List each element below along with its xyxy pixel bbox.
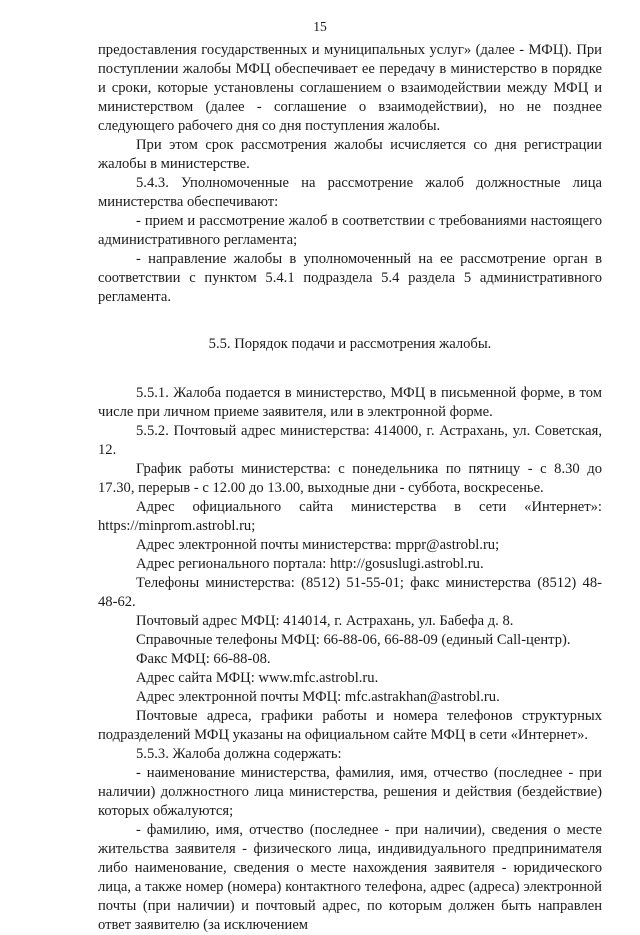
paragraph: При этом срок рассмотрения жалобы исчисляется со дня регистрации жалобы в министерстве. (98, 137, 602, 172)
paragraph: 5.5.2. Почтовый адрес министерства: 414000, г. Астрахань, ул. Советская, 12. (98, 423, 602, 458)
paragraph: Почтовый адрес МФЦ: 414014, г. Астрахань, ул. Бабефа д. 8. (136, 613, 514, 629)
paragraph: Адрес электронной почты МФЦ: mfc.astrakhan@astrobl.ru. (136, 689, 500, 705)
paragraph: 5.5.3. Жалоба должна содержать: (136, 746, 342, 762)
page-number: 15 (313, 19, 327, 34)
list-item: - наименование министерства, фамилия, имя, отчество (последнее - при наличии) должностного лица министерства, решения и действия (бездействие) которых обжалуются; (98, 765, 602, 819)
paragraph: Справочные телефоны МФЦ: 66-88-06, 66-88-09 (единый Call-центр). (136, 632, 571, 648)
paragraph: 5.5.1. Жалоба подается в министерство, МФЦ в письменной форме, в том числе при личном приеме заявителя, или в электронной форме. (98, 385, 602, 420)
paragraph: Адрес официального сайта министерства в сети «Интернет»: https://minprom.astrobl.ru; (98, 499, 602, 534)
paragraph: 5.4.3. Уполномоченные на рассмотрение жалоб должностные лица министерства обеспечивают: (98, 175, 602, 210)
paragraph: Почтовые адреса, графики работы и номера телефонов структурных подразделений МФЦ указаны на официальном сайте МФЦ в сети «Интернет». (98, 708, 602, 743)
paragraph: Адрес регионального портала: http://gosuslugi.astrobl.ru. (136, 556, 484, 572)
paragraph: График работы министерства: с понедельника по пятницу - с 8.30 до 17.30, перерыв - с 12.00 до 13.00, выходные дни - суббота, воскресенье. (98, 461, 602, 496)
list-item: - прием и рассмотрение жалоб в соответствии с требованиями настоящего административного регламента; (98, 213, 602, 248)
section-heading: 5.5. Порядок подачи и рассмотрения жалобы. (208, 336, 492, 352)
paragraph: Адрес электронной почты министерства: mppr@astrobl.ru; (136, 537, 500, 553)
paragraph: Телефоны министерства: (8512) 51-55-01; факс министерства (8512) 48-48-62. (98, 575, 602, 610)
paragraph: Факс МФЦ: 66-88-08. (136, 651, 271, 667)
list-item: - фамилию, имя, отчество (последнее - при наличии), сведения о месте жительства заявителя - физического лица, индивидуального предпринимателя либо наименование, сведения о месте нахождения заявителя - юридического лица, а также номер (номера) контактного телефона, адрес (адреса) электронной почты (при наличии) и почтовый адрес, по которым должен быть направлен ответ заявителю (за исключением (98, 822, 602, 933)
paragraph: предоставления государственных и муниципальных услуг» (далее - МФЦ). При поступлении жалобы МФЦ обеспечивает ее передачу в министерство в порядке и сроки, которые установлены соглашением о взаимодействии между МФЦ и министерством (далее - соглашение о взаимодействии), но не позднее следующего рабочего дня со дня поступления жалобы. (98, 42, 602, 134)
paragraph: Адрес сайта МФЦ: www.mfc.astrobl.ru. (136, 670, 379, 686)
document-body (98, 41, 602, 935)
list-item: - направление жалобы в уполномоченный на ее рассмотрение орган в соответствии с пунктом 5.4.1 подраздела 5.4 раздела 5 административного регламента. (98, 251, 602, 305)
